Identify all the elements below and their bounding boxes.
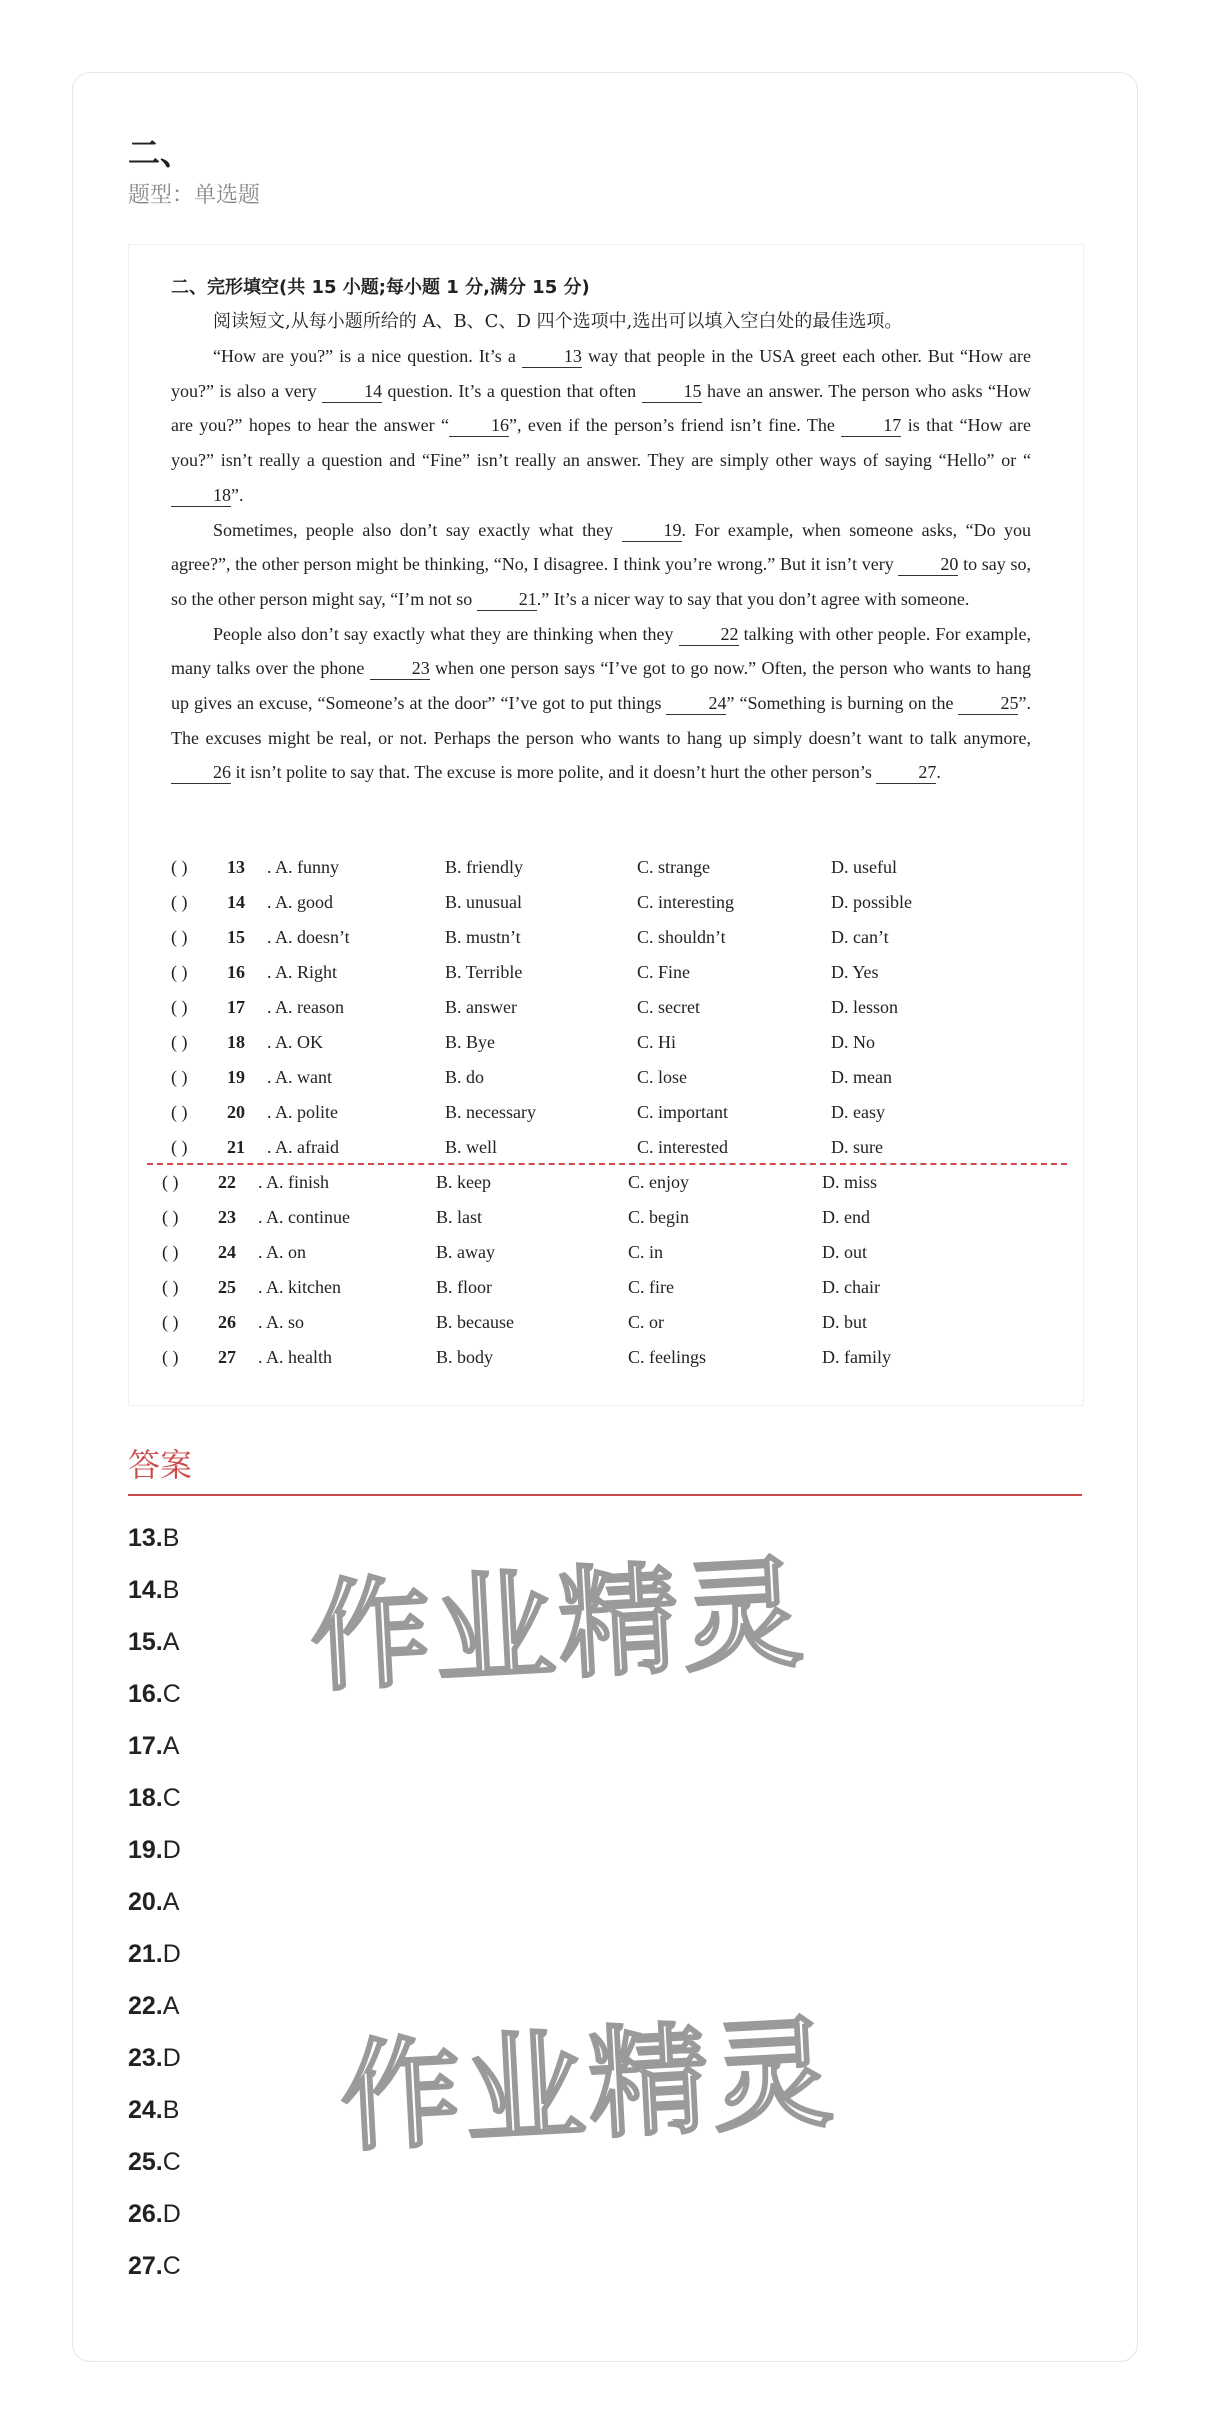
option-row: ( ) 21 . A. afraid B. well C. interested D. sure xyxy=(171,1137,883,1157)
answer-item: 27.C xyxy=(128,2252,181,2280)
answer-item: 24.B xyxy=(128,2096,180,2124)
answer-item: 17.A xyxy=(128,1732,180,1760)
question-paper-image xyxy=(128,244,1084,1406)
answer-item: 22.A xyxy=(128,1992,180,2020)
blank-23: 23 xyxy=(370,657,430,680)
option-row: ( ) 26 . A. so B. because C. or D. but xyxy=(162,1312,867,1332)
options-list xyxy=(162,857,1051,1382)
blank-13: 13 xyxy=(522,345,582,368)
blank-26: 26 xyxy=(171,761,231,784)
option-row: ( ) 24 . A. on B. away C. in D. out xyxy=(162,1242,867,1262)
option-row: ( ) 27 . A. health B. body C. feelings D. family xyxy=(162,1347,891,1367)
blank-25: 25 xyxy=(958,692,1018,715)
paragraph-1: “How are you?” is a nice question. It’s a 13 way that people in the USA greet each other. But “How are you?” is also a very 14 question. It’s a question that often 15 have an answer. The person who asks “How are you?” hopes to hear the answer “ 16”, even if the person’s friend isn’t fine. The 17 is that “How are you?” isn’t really a question and “Fine” isn’t really an answer. They are simply other ways of saying “Hello” or “18”. xyxy=(171,346,1032,505)
blank-27: 27 xyxy=(876,761,936,784)
option-row: ( ) 15 . A. doesn’t B. mustn’t C. shouldn’t D. can’t xyxy=(171,927,889,947)
page-break-divider xyxy=(147,1163,1067,1165)
blank-18: 18 xyxy=(171,484,231,507)
blank-24: 24 xyxy=(666,692,726,715)
paper-instruction: 阅读短文,从每小题所给的 A、B、C、D 四个选项中,选出可以填入空白处的最佳选项。 xyxy=(213,311,903,332)
paragraph-2: Sometimes, people also don’t say exactly what they 19. For example, when someone asks, “Do you agree?”, the other person might be thinking, “No, I disagree. I think you’re wrong.” But it isn’t very 20 to say so, so the other person might say, “I’m not so 21.” It’s a nicer way to say that you don’t agree with someone. xyxy=(171,519,1032,609)
option-row: ( ) 19 . A. want B. do C. lose D. mean xyxy=(171,1067,892,1087)
answer-item: 18.C xyxy=(128,1784,181,1812)
option-row: ( ) 16 . A. Right B. Terrible C. Fine D. Yes xyxy=(171,962,879,982)
blank-15: 15 xyxy=(642,380,702,403)
option-row: ( ) 13 . A. funny B. friendly C. strange D. useful xyxy=(171,857,897,877)
answer-divider xyxy=(128,1494,1082,1496)
blank-21: 21 xyxy=(477,588,537,611)
answer-item: 15.A xyxy=(128,1628,180,1656)
paper-heading: 二、完形填空(共 15 小题;每小题 1 分,满分 15 分) xyxy=(171,277,590,298)
answer-list xyxy=(128,1524,181,2304)
option-row: ( ) 25 . A. kitchen B. floor C. fire D. chair xyxy=(162,1277,880,1297)
blank-16: 16 xyxy=(449,414,509,437)
option-row: ( ) 23 . A. continue B. last C. begin D. end xyxy=(162,1207,870,1227)
answer-item: 26.D xyxy=(128,2200,181,2228)
section-number: 二、 xyxy=(128,134,193,172)
blank-19: 19 xyxy=(622,519,682,542)
option-row: ( ) 20 . A. polite B. necessary C. important D. easy xyxy=(171,1102,885,1122)
blank-17: 17 xyxy=(841,414,901,437)
answer-item: 23.D xyxy=(128,2044,181,2072)
option-row: ( ) 18 . A. OK B. Bye C. Hi D. No xyxy=(171,1032,875,1052)
answer-item: 14.B xyxy=(128,1576,180,1604)
blank-14: 14 xyxy=(322,380,382,403)
answer-item: 21.D xyxy=(128,1940,181,1968)
watermark: 作业精灵 xyxy=(307,1544,810,1709)
option-row: ( ) 14 . A. good B. unusual C. interesting D. possible xyxy=(171,892,912,912)
answer-item: 25.C xyxy=(128,2148,181,2176)
option-row: ( ) 17 . A. reason B. answer C. secret D. lesson xyxy=(171,997,898,1017)
answer-item: 13.B xyxy=(128,1524,180,1552)
question-type: 题型：单选题 xyxy=(128,183,261,208)
answer-title: 答案 xyxy=(128,1446,193,1484)
watermark: 作业精灵 xyxy=(337,2004,840,2169)
answer-item: 20.A xyxy=(128,1888,180,1916)
cloze-passage xyxy=(171,339,1031,790)
paragraph-3: People also don’t say exactly what they are thinking when they 22 talking with other people. For example, many talks over the phone 23 when one person says “I’ve got to go now.” Often, the person who wants to hang up gives an excuse, “Someone’s at the door” “I’ve got to put things 24” “Something is burning on the 25”. The excuses might be real, or not. Perhaps the person who wants to hang up simply doesn’t want to talk anymore, 26 it isn’t polite to say that. The excuse is more polite, and it doesn’t hurt the other person’s 27. xyxy=(171,623,1031,783)
option-row: ( ) 22 . A. finish B. keep C. enjoy D. miss xyxy=(162,1172,878,1192)
answer-item: 19.D xyxy=(128,1836,181,1864)
answer-item: 16.C xyxy=(128,1680,181,1708)
blank-22: 22 xyxy=(679,623,739,646)
blank-20: 20 xyxy=(898,553,958,576)
